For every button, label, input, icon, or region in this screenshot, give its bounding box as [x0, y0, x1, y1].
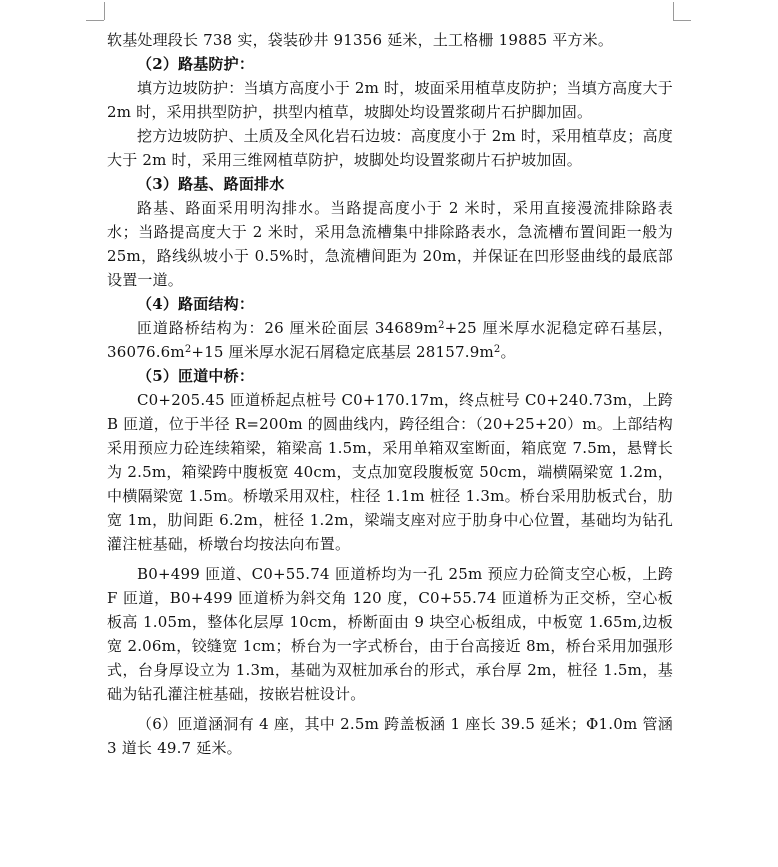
heading-drainage: （3）路基、路面排水 [137, 175, 285, 193]
paragraph-cut-slope: 挖方边坡防护、土质及全风化岩石边坡：高度度小于 2m 时，采用植草皮；高度大于 2m 时，采用三维网植草防护，坡脚处均设置浆砌片石护坡加固。 [107, 127, 673, 169]
paragraph-culverts: （6）匝道涵洞有 4 座，其中 2.5m 跨盖板涵 1 座长 39.5 延米；Φ1.0m 管涵 3 道长 49.7 延米。 [107, 715, 673, 757]
paragraph-fill-slope: 填方边坡防护：当填方高度小于 2m 时，坡面采用植草皮防护；当填方高度大于 2m 时，采用拱型防护，拱型内植草，坡脚处均设置浆砌片石护脚加固。 [107, 79, 673, 121]
paragraph-soft-foundation: 软基处理段长 738 实，袋装砂井 91356 延米，土工格栅 19885 平方米。 [107, 31, 614, 49]
paragraph-drainage: 路基、路面采用明沟排水。当路提高度小于 2 米时，采用直接漫流排除路表水；当路提高度大于 2 米时，采用急流槽集中排除路表水，急流槽布置间距一般为 25m，路线纵坡小于 0.5%时，急流槽间距为 20m，并保证在凹形竖曲线的最底部设置一道。 [107, 199, 673, 289]
crop-mark-top-right-vertical [673, 2, 674, 20]
heading-ramp-bridge: （5）匝道中桥： [137, 367, 255, 385]
crop-mark-top-left-horizontal [86, 20, 104, 21]
heading-subgrade-protection: （2）路基防护： [137, 55, 255, 73]
paragraph-pavement-structure: 匝道路桥结构为：26 厘米砼面层 $34689m^2+25$ 厘米厚水泥稳定碎石基层，$36076.6m^2+15$ 厘米厚水泥石屑稳定底基层 $28157.9m^2$。 [107, 319, 673, 361]
heading-pavement-structure: （4）路面结构： [137, 295, 255, 313]
paragraph-ramp-bridge-c0: C0+205.45 匝道桥起点桩号 C0+170.17m，终点桩号 C0+240.73m，上跨 B 匝道，位于半径 R=200m 的圆曲线内，跨径组合：（20+25+20）m。上部结构采用预应力砼连续箱梁，箱梁高 1.5m，采用单箱双室断面，箱底宽 7.5m，悬臂长为 2.5m，箱梁跨中腹板宽 40cm，支点加宽段腹板宽 50cm，端横隔梁宽 1.2m，中横隔梁宽 1.5m。桥墩采用双柱，柱径 1.1m 桩径 1.3m。桥台采用肋板式台，肋宽 1m，肋间距 6.2m，桩径 1.2m，梁端支座对应于肋身中心位置，基础均为钻孔灌注桩基础，桥墩台均按法向布置。 [107, 391, 673, 553]
crop-mark-top-right-horizontal [673, 20, 691, 21]
crop-mark-top-left-vertical [104, 2, 105, 20]
document-body [107, 28, 673, 760]
paragraph-ramp-bridge-b0: B0+499 匝道、C0+55.74 匝道桥均为一孔 25m 预应力砼简支空心板，上跨 F 匝道，B0+499 匝道桥为斜交角 120 度，C0+55.74 匝道桥为正交桥，空心板板高 1.05m，整体化层厚 10cm，桥断面由 9 块空心板组成，中板宽 1.65m,边板宽 2.06m，铰缝宽 1cm；桥台为一字式桥台，由于台高接近 8m，桥台采用加强形式，台身厚设立为 1.3m，基础为双桩加承台的形式，承台厚 2m，桩径 1.5m，基础为钻孔灌注桩基础，按嵌岩桩设计。 [107, 565, 673, 703]
